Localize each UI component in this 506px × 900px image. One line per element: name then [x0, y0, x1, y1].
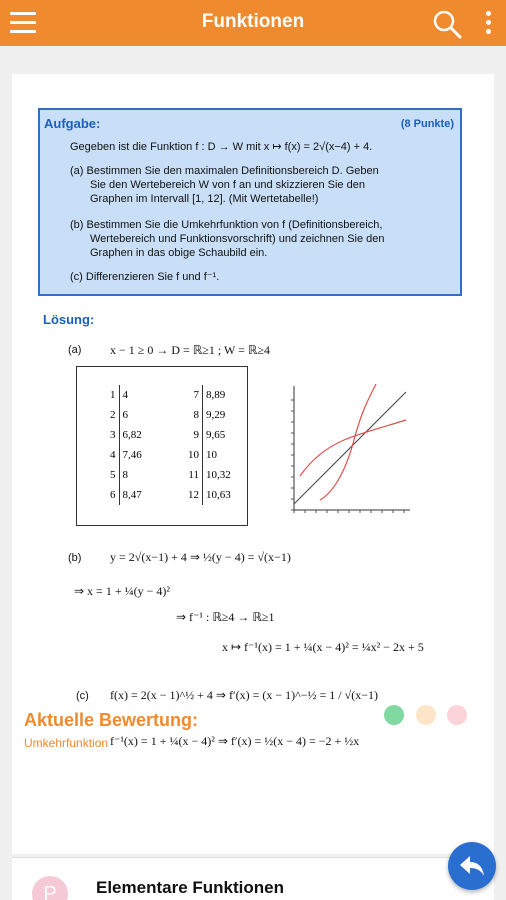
- rating-subtitle: Umkehrfunktion: [24, 736, 109, 750]
- table-cell: [159, 405, 185, 425]
- table-cell: 4: [110, 449, 116, 461]
- task-intro: Gegeben ist die Funktion f : D → W mit x ↦ f(x) = 2√(x−4) + 4.: [70, 141, 373, 153]
- task-a-line1: (a) Bestimmen Sie den maximalen Definitionsbereich D. Geben: [70, 165, 379, 177]
- function-graph: [284, 380, 414, 530]
- task-b-line2: Wertebereich und Funktionsvorschrift) und zeichnen Sie den: [90, 233, 385, 245]
- table-cell: [159, 485, 185, 505]
- next-topic-title: Elementare Funktionen: [96, 878, 284, 897]
- table-cell: 11: [188, 469, 199, 481]
- task-c-line: (c) Differenzieren Sie f und f⁻¹.: [70, 271, 220, 283]
- rating-medium-dot[interactable]: [416, 705, 436, 725]
- table-cell: 7: [193, 389, 199, 401]
- table-cell: 6: [110, 489, 116, 501]
- table-cell: 3: [110, 429, 116, 441]
- solution-b-formula1: y = 2√(x−1) + 4 ⇒ ½(y − 4) = √(x−1): [110, 550, 291, 564]
- reply-icon[interactable]: [448, 842, 496, 890]
- value-table: [76, 366, 248, 526]
- rating-heading: Aktuelle Bewertung:: [24, 710, 199, 730]
- solution-b-formula3: ⇒ f⁻¹ : ℝ≥4 → ℝ≥1: [176, 610, 275, 624]
- table-cell: 12: [188, 489, 199, 501]
- table-cell: [159, 385, 185, 405]
- solution-b-formula2: ⇒ x = 1 + ¼(y − 4)²: [74, 584, 170, 598]
- task-points: (8 Punkte): [400, 118, 454, 130]
- table-cell: 10,32: [203, 465, 243, 485]
- page-title: Funktionen: [201, 11, 305, 32]
- table-cell: 10,63: [203, 485, 243, 505]
- next-topic-bar[interactable]: [12, 857, 494, 900]
- task-b-line1: (b) Bestimmen Sie die Umkehrfunktion von f (Definitionsbereich,: [70, 219, 383, 231]
- task-a-line3: Graphen im Intervall [1, 12]. (Mit Wertetabelle!): [90, 193, 319, 205]
- table-cell: 9,29: [203, 405, 243, 425]
- table-cell: 6,82: [119, 425, 159, 445]
- table-cell: [159, 465, 185, 485]
- rating-good-dot[interactable]: [384, 705, 404, 725]
- solution-b-label: (b): [68, 552, 82, 564]
- table-row: [105, 425, 243, 445]
- table-row: [105, 405, 243, 425]
- solution-b-formula4: x ↦ f⁻¹(x) = 1 + ¼(x − 4)² = ¼x² − 2x + 5: [222, 640, 424, 654]
- task-box: [38, 108, 462, 296]
- table-row: [105, 445, 243, 465]
- solution-c-formula2: f⁻¹(x) = 1 + ¼(x − 4)² ⇒ f′(x) = ½(x − 4) = −2 + ½x: [110, 734, 360, 748]
- table-cell: 4: [119, 385, 159, 405]
- table-cell: 10: [203, 445, 243, 465]
- avatar: P: [32, 876, 68, 900]
- solution-a-formula: x − 1 ≥ 0 → D = ℝ≥1 ; W = ℝ≥4: [110, 343, 270, 357]
- table-cell: 2: [110, 409, 116, 421]
- table-cell: 7,46: [119, 445, 159, 465]
- solution-c-formula1: f(x) = 2(x − 1)^½ + 4 ⇒ f′(x) = (x − 1)^−½ = 1 / √(x−1): [110, 688, 378, 702]
- task-b-line3: Graphen in das obige Schaubild ein.: [90, 247, 268, 259]
- table-cell: [159, 445, 185, 465]
- table-cell: 5: [110, 469, 116, 481]
- task-a-line2: Sie den Wertebereich W von f an und skizzieren Sie den: [90, 179, 365, 191]
- table-cell: [159, 425, 185, 445]
- solution-c-label: (c): [76, 690, 89, 702]
- search-icon[interactable]: [432, 9, 462, 39]
- table-row: [105, 385, 243, 405]
- table-row: [105, 485, 243, 505]
- table-cell: 9: [193, 429, 199, 441]
- table-cell: 1: [110, 389, 116, 401]
- app-bar: [0, 0, 506, 46]
- solution-a-label: (a): [68, 344, 82, 356]
- table-cell: 8: [119, 465, 159, 485]
- table-row: [105, 465, 243, 485]
- task-heading: Aufgabe:: [44, 116, 101, 131]
- table-cell: 8: [193, 409, 199, 421]
- table-cell: 10: [188, 449, 199, 461]
- table-cell: 9,65: [203, 425, 243, 445]
- table-cell: 8,89: [203, 385, 243, 405]
- rating-bad-dot[interactable]: [447, 705, 467, 725]
- solution-heading: Lösung:: [43, 312, 95, 327]
- more-vert-icon[interactable]: [486, 11, 494, 37]
- table-cell: 6: [119, 405, 159, 425]
- table-cell: 8,47: [119, 485, 159, 505]
